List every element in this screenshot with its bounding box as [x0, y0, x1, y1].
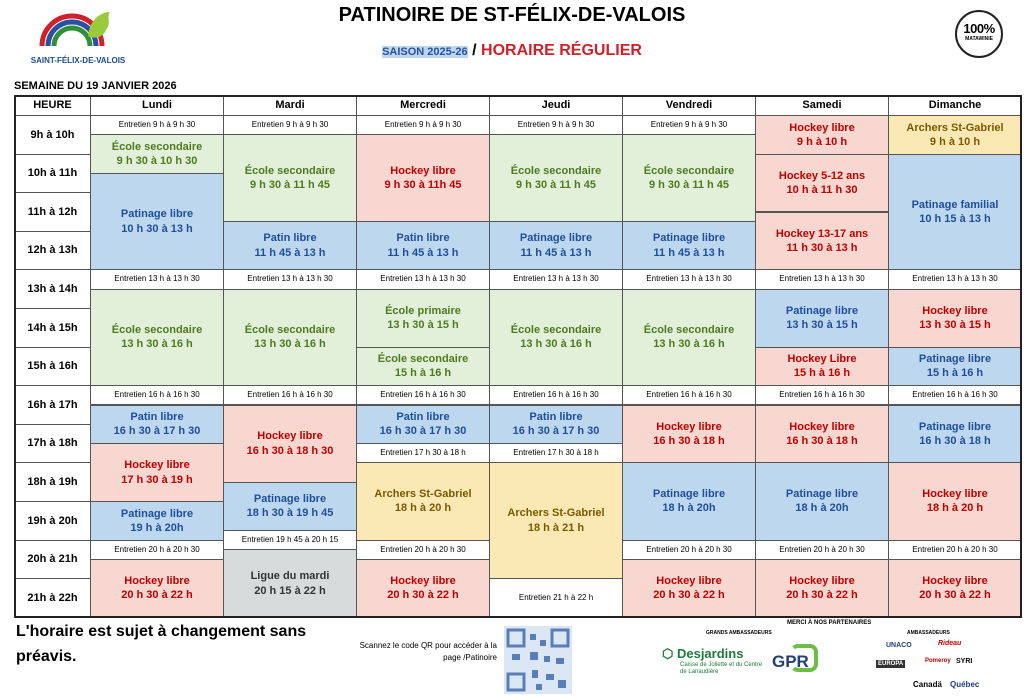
activity-slot	[90, 134, 224, 174]
activity-time: 13 h 30 à 16 h	[653, 338, 725, 351]
hour-row-label	[14, 308, 91, 348]
activity-slot	[755, 289, 889, 348]
maintenance-slot	[223, 530, 357, 550]
hour-label: 11h à 12h	[27, 205, 78, 218]
activity-name: Hockey 13-17 ans	[775, 227, 869, 240]
activity-slot	[622, 221, 756, 270]
activity-name: Patinage libre	[652, 232, 726, 245]
desjardins-subtitle: Caisse de Joliette et du Centre de Lanaudière	[680, 662, 763, 676]
activity-time: 15 h à 16 h	[926, 367, 984, 380]
sponsor-europa: EUROPA	[878, 661, 904, 667]
activity-time: 11 h 45 à 13 h	[653, 246, 725, 259]
activity-slot	[622, 559, 756, 618]
activity-name: Entretien 13 h à 13 h 30	[380, 274, 466, 284]
activity-name: Entretien 20 h à 20 h 30	[380, 544, 466, 554]
hour-row-label	[14, 385, 91, 425]
hour-row-label	[14, 269, 91, 309]
activity-name: Entretien 16 h à 16 h 30	[380, 390, 466, 400]
maintenance-slot	[888, 385, 1022, 405]
hour-label: 12h à 13h	[27, 244, 78, 257]
activity-name: École secondaire	[643, 324, 735, 337]
activity-name: Entretien 13 h à 13 h 30	[114, 274, 200, 284]
activity-name: Entretien 17 h 30 à 18 h	[513, 448, 599, 458]
activity-slot	[755, 405, 889, 464]
activity-name: Patinage libre	[120, 208, 194, 221]
maintenance-slot	[489, 443, 623, 463]
activity-time: 13 h 30 à 15 h	[786, 319, 858, 332]
activity-name: Entretien 19 h 45 à 20 h 15	[241, 534, 339, 544]
sponsor-quebec: Québec	[950, 680, 980, 689]
hour-row-label	[14, 578, 91, 618]
activity-time: 11 h 30 à 13 h	[786, 241, 858, 254]
desjardins-name: Desjardins	[676, 646, 744, 661]
day-header-label: Mercredi	[400, 99, 446, 112]
activity-name: Hockey 5-12 ans	[778, 169, 866, 182]
activity-slot	[223, 549, 357, 618]
season-label: SAISON 2025-26	[382, 46, 468, 58]
hour-label: 21h à 22h	[27, 591, 78, 604]
activity-slot	[356, 347, 490, 387]
maintenance-slot	[223, 115, 357, 135]
activity-name: Patinage libre	[253, 493, 327, 506]
hour-row-label	[14, 501, 91, 541]
hour-label: 9h à 10h	[30, 128, 75, 141]
day-header-label: Lundi	[142, 99, 172, 112]
activity-name: Patinage libre	[519, 232, 593, 245]
hour-row-label	[14, 540, 91, 580]
hour-label: 10h à 11h	[27, 167, 78, 180]
activity-name: Hockey libre	[922, 488, 988, 501]
maintenance-slot	[489, 578, 623, 618]
activity-name: Patin libre	[396, 411, 450, 423]
activity-name: Entretien 20 h à 20 h 30	[779, 544, 865, 554]
activity-name: Hockey libre	[789, 575, 855, 588]
day-header-label: Vendredi	[665, 99, 713, 112]
activity-name: Patin libre	[396, 232, 450, 245]
activity-name: Hockey libre	[922, 304, 988, 317]
hour-label: 15h à 16h	[27, 360, 78, 373]
activity-name: École primaire	[385, 304, 461, 317]
activity-name: Entretien 9 h à 9 h 30	[384, 119, 462, 129]
activity-slot	[90, 173, 224, 271]
activity-slot	[356, 405, 490, 445]
activity-name: Entretien 16 h à 16 h 30	[247, 390, 333, 400]
activity-slot	[888, 405, 1022, 464]
maintenance-slot	[90, 269, 224, 289]
activity-name: Ligue du mardi	[250, 570, 330, 583]
activity-time: 16 h 30 à 18 h	[919, 434, 991, 447]
activity-time: 16 h 30 à 18 h	[653, 434, 725, 447]
day-header-label: Dimanche	[928, 99, 982, 112]
day-header-4	[622, 95, 756, 116]
maintenance-slot	[489, 385, 623, 405]
activity-time: 16 h 30 à 17 h 30	[113, 425, 201, 438]
activity-time: 20 h 30 à 22 h	[121, 589, 193, 602]
activity-name: Entretien 20 h à 20 h 30	[912, 544, 998, 554]
badge-percent: 100%	[963, 21, 995, 36]
maintenance-slot	[356, 540, 490, 560]
activity-time: 13 h 30 à 16 h	[520, 338, 592, 351]
activity-time: 13 h 30 à 15 h	[919, 319, 991, 332]
activity-time: 13 h 30 à 16 h	[121, 338, 193, 351]
maintenance-slot	[223, 269, 357, 289]
activity-name: Entretien 16 h à 16 h 30	[912, 390, 998, 400]
activity-slot	[755, 559, 889, 618]
activity-slot	[489, 134, 623, 222]
maintenance-slot	[223, 385, 357, 405]
activity-name: Hockey libre	[390, 164, 456, 177]
activity-time: 18 h à 20h	[662, 502, 716, 515]
maintenance-slot	[755, 385, 889, 405]
activity-name: École secondaire	[244, 164, 336, 177]
activity-name: Entretien 13 h à 13 h 30	[247, 274, 333, 284]
partners-title: MERCI À NOS PARTENAIRES	[787, 620, 872, 626]
activity-name: Entretien 9 h à 9 h 30	[251, 119, 329, 129]
activity-name: Entretien 16 h à 16 h 30	[646, 390, 732, 400]
maintenance-slot	[888, 269, 1022, 289]
activity-slot	[622, 405, 756, 464]
activity-time: 17 h 30 à 19 h	[121, 473, 193, 486]
activity-name: Archers St-Gabriel	[906, 121, 1004, 134]
activity-name: Entretien 9 h à 9 h 30	[517, 119, 595, 129]
activity-slot	[90, 559, 224, 618]
hour-label: 13h à 14h	[27, 283, 78, 296]
maintenance-slot	[622, 385, 756, 405]
activity-name: Entretien 17 h 30 à 18 h	[380, 448, 466, 458]
activity-time: 11 h 45 à 13 h	[254, 246, 326, 259]
activity-name: Hockey libre	[124, 459, 190, 472]
hour-row-label	[14, 462, 91, 502]
activity-slot	[90, 501, 224, 541]
activity-name: Patinage libre	[785, 488, 859, 501]
hour-row-label	[14, 115, 91, 155]
activity-time: 10 h 15 à 13 h	[919, 212, 991, 225]
ambassadors-label: AMBASSADEURS	[907, 630, 950, 636]
activity-time: 9 h 30 à 11 h 45	[249, 179, 331, 192]
activity-time: 10 h 30 à 13 h	[121, 222, 193, 235]
activity-name: Hockey libre	[257, 430, 323, 443]
activity-name: Patinage familial	[911, 198, 999, 211]
grand-ambassadors-label: GRANDS AMBASSADEURS	[706, 630, 772, 636]
day-header-label: Mardi	[275, 99, 305, 112]
logo-text: SAINT-FÉLIX-DE-VALOIS	[30, 56, 126, 65]
activity-time: 15 h à 16 h	[793, 367, 851, 380]
activity-name: Entretien 21 h à 22 h	[518, 592, 594, 602]
activity-name: Patinage libre	[918, 420, 992, 433]
hour-row-label	[14, 192, 91, 232]
activity-name: École secondaire	[244, 324, 336, 337]
activity-slot	[356, 134, 490, 222]
activity-slot	[90, 443, 224, 502]
maintenance-slot	[356, 115, 490, 135]
activity-name: Patinage libre	[785, 304, 859, 317]
activity-name: Patinage libre	[918, 353, 992, 366]
activity-name: École secondaire	[377, 353, 469, 366]
activity-slot	[888, 154, 1022, 271]
activity-name: Entretien 16 h à 16 h 30	[114, 390, 200, 400]
maintenance-slot	[622, 269, 756, 289]
day-header-label: Samedi	[802, 99, 842, 112]
activity-time: 15 h à 16 h	[394, 367, 452, 380]
activity-name: Entretien 13 h à 13 h 30	[912, 274, 998, 284]
activity-name: Entretien 13 h à 13 h 30	[646, 274, 732, 284]
activity-slot	[489, 462, 623, 579]
activity-time: 18 h à 20 h	[394, 502, 452, 515]
activity-slot	[489, 289, 623, 387]
sponsor-syri: SYRI	[956, 658, 973, 665]
hour-label: 19h à 20h	[27, 514, 78, 527]
sponsor-unaco: UNACO	[886, 642, 912, 649]
hour-label: 20h à 21h	[27, 553, 78, 566]
desjardins-hex-icon: ⬡	[662, 646, 677, 661]
maintenance-slot	[90, 115, 224, 135]
activity-slot	[356, 221, 490, 270]
activity-slot	[755, 347, 889, 387]
matawinie-badge	[955, 10, 1003, 58]
activity-time: 13 h 30 à 16 h	[254, 338, 326, 351]
maintenance-slot	[888, 540, 1022, 560]
activity-time: 20 h 30 à 22 h	[387, 589, 459, 602]
activity-name: Patinage libre	[652, 488, 726, 501]
activity-time: 9 h à 10 h	[929, 135, 981, 148]
activity-time: 18 h à 21 h	[527, 521, 585, 534]
maintenance-slot	[755, 269, 889, 289]
hour-row-label	[14, 231, 91, 271]
activity-slot	[223, 221, 357, 270]
day-header-1	[223, 95, 357, 116]
day-header-0	[90, 95, 224, 116]
activity-time: 16 h 30 à 17 h 30	[379, 425, 467, 438]
activity-time: 16 h 30 à 17 h 30	[512, 425, 600, 438]
sponsor-canada: Canadä	[913, 680, 942, 689]
maintenance-slot	[755, 540, 889, 560]
activity-time: 18 h à 20 h	[926, 502, 984, 515]
subtitle-separator: /	[467, 42, 482, 59]
activity-slot	[489, 221, 623, 270]
activity-name: Entretien 9 h à 9 h 30	[650, 119, 728, 129]
activity-slot	[888, 559, 1022, 618]
activity-slot	[622, 462, 756, 540]
hour-row-label	[14, 347, 91, 387]
activity-time: 13 h 30 à 15 h	[387, 319, 459, 332]
day-header-label: Jeudi	[541, 99, 571, 112]
activity-slot	[755, 462, 889, 540]
activity-name: Entretien 13 h à 13 h 30	[513, 274, 599, 284]
sponsor-pomeroy: Pomeroy	[925, 658, 951, 664]
hour-label: 18h à 19h	[27, 476, 78, 489]
activity-name: Hockey libre	[656, 575, 722, 588]
activity-time: 19 h à 20h	[130, 521, 184, 534]
activity-time: 16 h 30 à 18 h 30	[246, 444, 334, 457]
activity-time: 9 h 30 à 11h 45	[384, 179, 462, 192]
activity-name: École secondaire	[111, 140, 203, 153]
activity-time: 20 h 30 à 22 h	[786, 589, 858, 602]
maintenance-slot	[356, 269, 490, 289]
activity-slot	[223, 405, 357, 483]
qr-code-icon[interactable]	[504, 626, 572, 694]
activity-time: 10 h à 11 h 30	[786, 184, 858, 197]
maintenance-slot	[622, 540, 756, 560]
day-header-5	[755, 95, 889, 116]
day-header-3	[489, 95, 623, 116]
activity-time: 18 h à 20h	[795, 502, 849, 515]
activity-name: Patin libre	[263, 232, 317, 245]
activity-name: Hockey libre	[390, 575, 456, 588]
hour-row-label	[14, 154, 91, 194]
activity-name: École secondaire	[111, 324, 203, 337]
week-label: SEMAINE DU 19 JANVIER 2026	[14, 80, 177, 92]
sponsor-rideau: Rideau	[938, 640, 962, 647]
maintenance-slot	[489, 115, 623, 135]
day-header-6	[888, 95, 1022, 116]
activity-slot	[888, 462, 1022, 540]
activity-slot	[888, 289, 1022, 348]
activity-name: Patinage libre	[120, 507, 194, 520]
activity-name: Hockey libre	[124, 575, 190, 588]
activity-slot	[888, 115, 1022, 155]
hour-header-label: HEURE	[33, 99, 72, 112]
activity-name: Hockey libre	[656, 420, 722, 433]
qr-instructions: Scannez le code QR pour accéder à la page /Patinoire	[359, 641, 497, 662]
activity-slot	[888, 347, 1022, 387]
activity-name: École secondaire	[510, 324, 602, 337]
hour-label: 16h à 17h	[27, 398, 78, 411]
activity-name: Entretien 9 h à 9 h 30	[118, 119, 196, 129]
activity-slot	[622, 289, 756, 387]
maintenance-slot	[356, 385, 490, 405]
activity-name: Hockey libre	[789, 420, 855, 433]
activity-time: 18 h 30 à 19 h 45	[246, 507, 334, 520]
activity-name: École secondaire	[510, 164, 602, 177]
maintenance-slot	[356, 443, 490, 463]
activity-name: Entretien 20 h à 20 h 30	[114, 544, 200, 554]
activity-slot	[223, 289, 357, 387]
activity-slot	[356, 289, 490, 348]
activity-slot	[90, 289, 224, 387]
activity-slot	[755, 212, 889, 271]
hour-row-label	[14, 424, 91, 464]
schedule-change-note: L'horaire est sujet à changement sans préavis.	[16, 623, 307, 665]
maintenance-slot	[90, 540, 224, 560]
activity-name: Archers St-Gabriel	[374, 488, 472, 501]
activity-name: Hockey Libre	[787, 353, 857, 366]
activity-slot	[622, 134, 756, 222]
hour-label: 14h à 15h	[27, 321, 78, 334]
activity-slot	[489, 405, 623, 445]
activity-time: 9 h 30 à 11 h 45	[648, 179, 730, 192]
activity-time: 16 h 30 à 18 h	[786, 434, 858, 447]
activity-name: Hockey libre	[789, 121, 855, 134]
maintenance-slot	[90, 385, 224, 405]
activity-name: École secondaire	[643, 164, 735, 177]
activity-time: 9 h 30 à 11 h 45	[515, 179, 597, 192]
hour-label: 17h à 18h	[27, 437, 78, 450]
activity-time: 11 h 45 à 13 h	[520, 246, 592, 259]
activity-name: Entretien 13 h à 13 h 30	[779, 274, 865, 284]
schedule-type-label: HORAIRE RÉGULIER	[481, 42, 642, 59]
schedule-table	[14, 95, 1022, 617]
maintenance-slot	[489, 269, 623, 289]
activity-slot	[356, 462, 490, 540]
page-title: PATINOIRE DE ST-FÉLIX-DE-VALOIS	[338, 4, 686, 26]
hour-column-header	[14, 95, 91, 116]
activity-slot	[755, 154, 889, 213]
activity-time: 20 h 30 à 22 h	[919, 589, 991, 602]
activity-name: Hockey libre	[922, 575, 988, 588]
gpr-logo	[768, 644, 820, 684]
activity-time: 20 h 30 à 22 h	[653, 589, 725, 602]
day-header-2	[356, 95, 490, 116]
activity-slot	[223, 134, 357, 222]
activity-name: Entretien 16 h à 16 h 30	[779, 390, 865, 400]
activity-slot	[356, 559, 490, 618]
activity-name: Patin libre	[529, 411, 583, 423]
maintenance-slot	[622, 115, 756, 135]
activity-slot	[223, 482, 357, 531]
activity-name: Patin libre	[130, 411, 184, 423]
activity-slot	[90, 405, 224, 445]
activity-name: Archers St-Gabriel	[507, 507, 605, 520]
page-subtitle	[0, 42, 1024, 60]
activity-name: Entretien 16 h à 16 h 30	[513, 390, 599, 400]
activity-slot	[755, 115, 889, 155]
badge-text: MATAWINIE	[965, 36, 993, 42]
activity-time: 20 h 15 à 22 h	[254, 584, 326, 597]
activity-time: 9 h à 10 h	[796, 135, 848, 148]
desjardins-logo	[662, 646, 770, 676]
activity-time: 9 h 30 à 10 h 30	[116, 155, 198, 168]
activity-time: 11 h 45 à 13 h	[387, 246, 459, 259]
gpr-text: GPR	[772, 652, 809, 671]
activity-name: Entretien 20 h à 20 h 30	[646, 544, 732, 554]
